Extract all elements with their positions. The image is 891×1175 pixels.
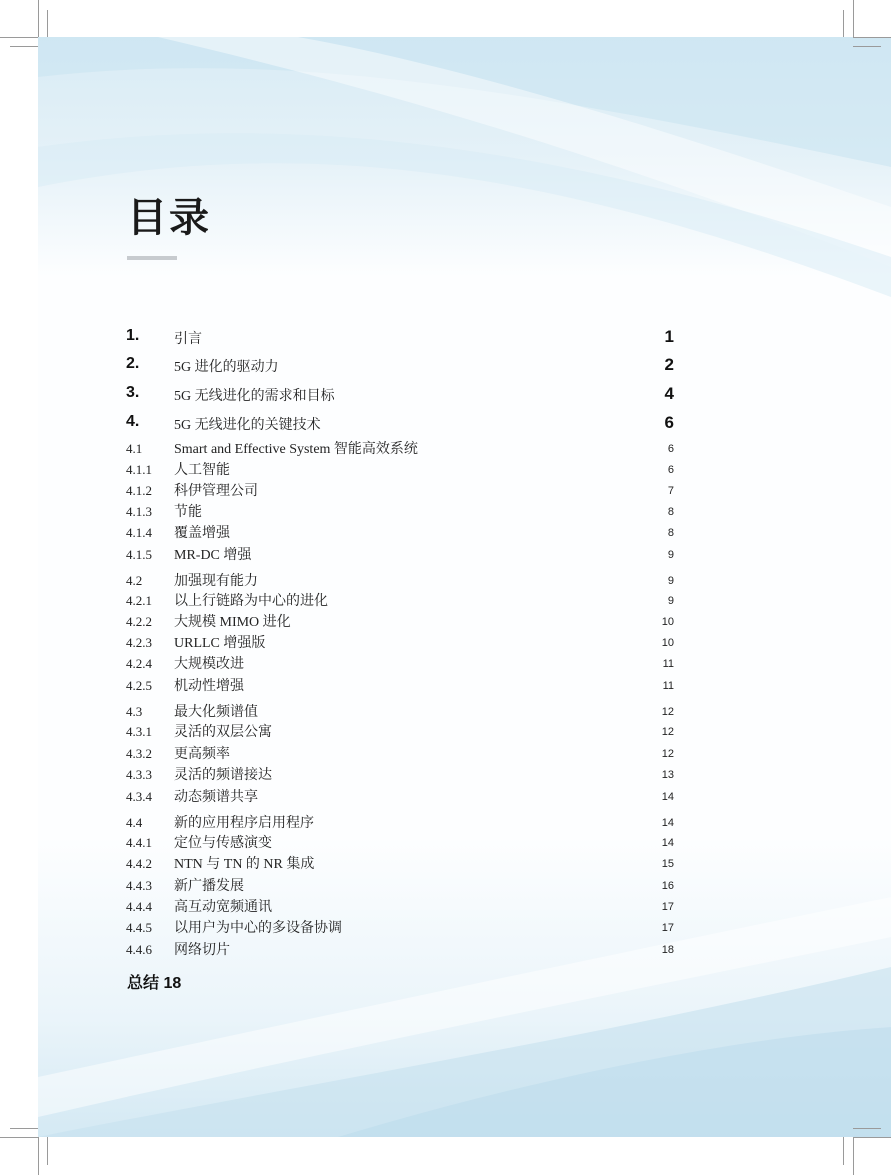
- toc-entry[interactable]: [126, 413, 674, 433]
- crop-mark: [38, 0, 39, 37]
- toc-entry[interactable]: [126, 764, 674, 784]
- toc-entry-page: 18: [661, 944, 674, 956]
- toc-entry-page: 4: [664, 384, 674, 403]
- toc-entry-number: 4.2.5: [126, 678, 152, 693]
- toc-entry-page: 12: [661, 726, 674, 738]
- toc-entry-number: 4.1.1: [126, 462, 152, 477]
- toc-entry-page: 10: [661, 637, 674, 649]
- crop-mark: [47, 10, 48, 37]
- toc-entry-number: 4.4: [126, 815, 143, 830]
- toc-entry-label: 灵活的频谱接达: [174, 768, 272, 783]
- crop-mark: [853, 1128, 881, 1129]
- crop-mark: [0, 1137, 38, 1138]
- toc-entry-number: 4.4.5: [126, 920, 152, 935]
- toc-entry[interactable]: [126, 875, 674, 895]
- crop-mark: [853, 37, 891, 38]
- toc-entry-label: 最大化频谱值: [174, 705, 258, 720]
- toc-entry-label: 新广播发展: [174, 879, 244, 894]
- toc-entry-page: 8: [667, 527, 674, 539]
- toc-entry-page: 14: [661, 817, 674, 829]
- toc-entry-number: 4.: [126, 413, 140, 430]
- toc-entry[interactable]: [126, 501, 674, 521]
- crop-mark: [853, 1137, 854, 1175]
- toc-entry[interactable]: [126, 675, 674, 695]
- toc-entry-page: 6: [664, 413, 674, 432]
- toc-entry[interactable]: [126, 522, 674, 542]
- toc-entry-label: 以上行链路为中心的进化: [174, 594, 328, 609]
- toc-entry-page: 9: [667, 549, 674, 561]
- toc-entry-label: 引言: [174, 332, 202, 347]
- toc-entry[interactable]: [126, 786, 674, 806]
- crop-mark: [853, 46, 881, 47]
- toc-entry-page: 6: [667, 464, 674, 476]
- toc-entry-label: 节能: [174, 505, 202, 520]
- toc-entry-number: 4.2.1: [126, 593, 152, 608]
- toc-entry-label: MR-DC 增强: [174, 548, 252, 563]
- toc-entry-page: 7: [667, 485, 674, 497]
- toc-entry-page: 16: [661, 880, 674, 892]
- toc-entry-label: NTN 与 TN 的 NR 集成: [174, 857, 315, 872]
- crop-mark: [843, 10, 844, 37]
- toc-entry-number: 4.1.3: [126, 504, 152, 519]
- toc-entry-number: 3.: [126, 384, 140, 401]
- toc-entry-page: 14: [661, 837, 674, 849]
- toc-entry-label: 新的应用程序启用程序: [174, 816, 314, 831]
- crop-mark: [10, 46, 38, 47]
- toc-entry[interactable]: [126, 611, 674, 631]
- toc-entry-label: 更高频率: [174, 747, 230, 762]
- toc-entry-page: 17: [661, 901, 674, 913]
- crop-mark: [47, 1137, 48, 1165]
- toc-entry-number: 4.4.3: [126, 878, 152, 893]
- toc-entry-label: 大规模改进: [174, 657, 244, 672]
- toc-entry[interactable]: [126, 917, 674, 937]
- toc-entry[interactable]: [126, 480, 674, 500]
- toc-entry-number: 4.4.6: [126, 942, 152, 957]
- toc-entry-page: 11: [662, 658, 674, 670]
- toc-entry-page: 11: [662, 680, 674, 692]
- summary-entry[interactable]: 总结 18: [127, 975, 182, 992]
- toc-entry-label: 网络切片: [174, 943, 230, 958]
- toc-entry-number: 4.3.1: [126, 724, 152, 739]
- toc-entry[interactable]: [126, 544, 674, 564]
- toc-entry[interactable]: [126, 438, 674, 458]
- toc-entry-number: 4.1: [126, 441, 143, 456]
- toc-entry[interactable]: [126, 832, 674, 852]
- toc-entry-page: 10: [661, 616, 674, 628]
- toc-entry-page: 8: [667, 506, 674, 518]
- toc-entry-label: 5G 无线进化的需求和目标: [174, 389, 335, 404]
- toc-entry-page: 14: [661, 791, 674, 803]
- crop-mark: [38, 1137, 39, 1175]
- toc-entry-label: 科伊管理公司: [174, 484, 258, 499]
- toc-entry[interactable]: [126, 570, 674, 590]
- toc-entry-page: 17: [661, 922, 674, 934]
- toc-entry-number: 4.1.4: [126, 525, 152, 540]
- toc-entry-label: 5G 进化的驱动力: [174, 360, 279, 375]
- toc-entry[interactable]: [126, 939, 674, 959]
- toc-entry[interactable]: [126, 896, 674, 916]
- toc-entry[interactable]: [126, 853, 674, 873]
- toc-entry-label: 灵活的双层公寓: [174, 725, 272, 740]
- toc-entry-page: 13: [661, 769, 674, 781]
- toc-entry-label: 大规模 MIMO 进化: [174, 615, 291, 630]
- toc-entry-number: 4.4.1: [126, 835, 152, 850]
- toc-entry-number: 4.4.2: [126, 856, 152, 871]
- toc-entry-number: 4.1.2: [126, 483, 152, 498]
- crop-mark: [10, 1128, 38, 1129]
- toc-entry-number: 4.2.2: [126, 614, 152, 629]
- crop-mark: [853, 1137, 891, 1138]
- toc-entry-label: 动态频谱共享: [174, 790, 258, 805]
- toc-entry-page: 9: [667, 595, 674, 607]
- toc-entry-number: 4.3.2: [126, 746, 152, 761]
- toc-entry[interactable]: [126, 701, 674, 721]
- toc-entry-number: 4.4.4: [126, 899, 152, 914]
- toc-entry-number: 1.: [126, 327, 140, 344]
- toc-entry-label: 以用户为中心的多设备协调: [174, 921, 342, 936]
- toc-entry-number: 4.2.4: [126, 656, 152, 671]
- toc-entry[interactable]: [126, 812, 674, 832]
- toc-entry[interactable]: [126, 327, 674, 347]
- toc-entry-page: 9: [667, 575, 674, 587]
- toc-entry[interactable]: [126, 355, 674, 375]
- title-underline: [127, 256, 177, 260]
- crop-mark: [0, 37, 38, 38]
- toc-entry-label: 覆盖增强: [174, 526, 230, 541]
- toc-entry-label: 加强现有能力: [174, 574, 258, 589]
- toc-entry-label: URLLC 增强版: [174, 636, 266, 651]
- toc-entry-page: 12: [661, 748, 674, 760]
- toc-entry-label: 机动性增强: [174, 679, 244, 694]
- toc-entry-page: 2: [664, 355, 674, 374]
- toc-entry-label: Smart and Effective System 智能高效系统: [174, 442, 418, 457]
- crop-mark: [843, 1137, 844, 1165]
- toc-entry-label: 人工智能: [174, 463, 230, 478]
- toc-entry[interactable]: [126, 384, 674, 404]
- toc-entry-label: 高互动宽频通讯: [174, 900, 272, 915]
- toc-entry[interactable]: [126, 632, 674, 652]
- toc-entry-page: 15: [661, 858, 674, 870]
- toc-entry-label: 5G 无线进化的关键技术: [174, 418, 321, 433]
- toc-entry[interactable]: [126, 721, 674, 741]
- toc-entry[interactable]: [126, 653, 674, 673]
- toc-entry-number: 4.1.5: [126, 547, 152, 562]
- toc-entry[interactable]: [126, 743, 674, 763]
- crop-mark: [853, 0, 854, 37]
- toc-entry-number: 4.2.3: [126, 635, 152, 650]
- toc-entry-number: 4.3.4: [126, 789, 152, 804]
- page-title: 目录: [127, 195, 211, 241]
- toc-entry-number: 4.3.3: [126, 767, 152, 782]
- toc-entry-number: 4.2: [126, 573, 143, 588]
- toc-entry-number: 4.3: [126, 704, 143, 719]
- toc-entry[interactable]: [126, 590, 674, 610]
- toc-entry-number: 2.: [126, 355, 140, 372]
- toc-entry[interactable]: [126, 459, 674, 479]
- toc-entry-label: 定位与传感演变: [174, 836, 272, 851]
- toc-entry-page: 6: [667, 443, 674, 455]
- toc-entry-page: 1: [664, 327, 674, 346]
- toc-entry-page: 12: [661, 706, 674, 718]
